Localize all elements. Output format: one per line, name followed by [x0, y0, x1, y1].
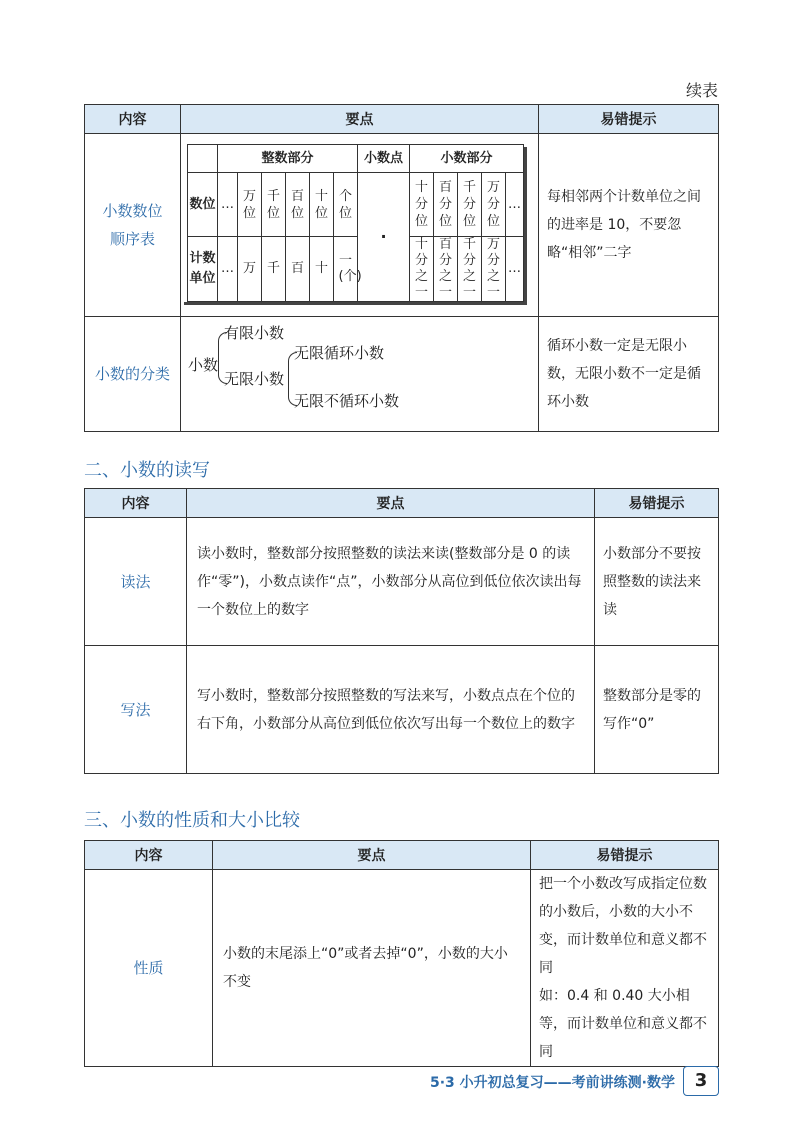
place-cell: 百分位 — [434, 173, 458, 237]
unit-cell: 百分之一 — [434, 237, 458, 302]
place-cell: 百位 — [286, 173, 310, 237]
ellipsis: … — [506, 173, 524, 237]
row-points: 写小数时，整数部分按照整数的写法来写，小数点点在个位的右下角，小数部分从高位到低位依次写出每一个数位上的数字 — [187, 646, 595, 774]
table-header-row — [85, 841, 719, 870]
row-points — [181, 134, 539, 317]
row-points — [181, 317, 539, 432]
table-row — [85, 317, 719, 432]
place-cell: 十位 — [310, 173, 334, 237]
row-points: 读小数时，整数部分按照整数的读法来读(整数部分是 0 的读作“零”)，小数点读作“点”，小数部分从高位到低位依次读出每一个数位上的数字 — [187, 518, 595, 646]
row-tip: 整数部分是零的写作“0” — [595, 646, 719, 774]
table-header-row — [85, 105, 719, 134]
property-table — [84, 840, 719, 1067]
ellipsis: … — [218, 173, 238, 237]
unit-cell: 千分之一 — [458, 237, 482, 302]
unit-cell: 万分之一 — [482, 237, 506, 302]
place-cell: 个位 — [334, 173, 358, 237]
header-points: 要点 — [181, 105, 539, 134]
unit-cell: 万 — [238, 237, 262, 302]
header-content: 内容 — [85, 841, 213, 870]
continued-label: 续表 — [685, 81, 718, 100]
header-tips: 易错提示 — [531, 841, 719, 870]
row-category: 写法 — [85, 646, 187, 774]
decimal-point-header: 小数点 — [358, 145, 410, 173]
classification-root: 小数 — [188, 356, 219, 374]
table-row — [85, 870, 719, 1067]
place-cell: 千位 — [262, 173, 286, 237]
classification-nonrepeating: 无限不循环小数 — [294, 392, 400, 410]
row-category: 性质 — [85, 870, 213, 1067]
tip-example: 如：0.4 和 0.40 大小相等，而计数单位和意义都不同 — [539, 988, 707, 1060]
section-title: 二、小数的读写 — [84, 460, 210, 481]
unit-cell: 百 — [286, 237, 310, 302]
row-points: 小数的末尾添上“0”或者去掉“0”，小数的大小不变 — [213, 870, 531, 1067]
table-row — [85, 134, 719, 317]
header-tips: 易错提示 — [595, 489, 719, 518]
place-value-chart — [181, 144, 524, 302]
row-tip — [531, 870, 719, 1067]
decimal-point-dot: · — [358, 173, 410, 302]
table-row — [85, 518, 719, 646]
unit-cell: 一(个) — [334, 237, 358, 302]
section-title: 三、小数的性质和大小比较 — [84, 810, 300, 831]
place-cell: 十分位 — [410, 173, 434, 237]
ellipsis: … — [218, 237, 238, 302]
page-number: 3 — [683, 1066, 719, 1096]
unit-cell: 十分之一 — [410, 237, 434, 302]
row-category: 读法 — [85, 518, 187, 646]
header-content: 内容 — [85, 105, 181, 134]
classification-repeating: 无限循环小数 — [294, 344, 385, 362]
row-tip: 小数部分不要按照整数的读法来读 — [595, 518, 719, 646]
header-points: 要点 — [213, 841, 531, 870]
read-write-table — [84, 488, 719, 774]
place-value-table — [84, 104, 719, 432]
classification-diagram — [182, 318, 537, 430]
header-points: 要点 — [187, 489, 595, 518]
unit-label: 计数 单位 — [188, 237, 218, 302]
place-label: 数位 — [188, 173, 218, 237]
classification-infinite: 无限小数 — [224, 370, 285, 388]
tip-text: 把一个小数改写成指定位数的小数后，小数的大小不变，而计数单位和意义都不同 — [539, 876, 707, 976]
place-cell: 万位 — [238, 173, 262, 237]
ellipsis: … — [506, 237, 524, 302]
classification-finite: 有限小数 — [224, 324, 285, 342]
integer-part-header: 整数部分 — [218, 145, 358, 173]
table-header-row — [85, 489, 719, 518]
place-cell: 千分位 — [458, 173, 482, 237]
row-category: 小数数位 顺序表 — [85, 134, 181, 317]
header-tips: 易错提示 — [539, 105, 719, 134]
unit-cell: 千 — [262, 237, 286, 302]
place-cell: 万分位 — [482, 173, 506, 237]
footer-text: 5·3 小升初总复习——考前讲练测·数学 — [430, 1075, 675, 1091]
table-row — [85, 646, 719, 774]
header-content: 内容 — [85, 489, 187, 518]
unit-cell: 十 — [310, 237, 334, 302]
decimal-part-header: 小数部分 — [410, 145, 524, 173]
row-category: 小数的分类 — [85, 317, 181, 432]
row-tip: 循环小数一定是无限小数，无限小数不一定是循环小数 — [539, 317, 719, 432]
row-tip: 每相邻两个计数单位之间的进率是 10，不要忽略“相邻”二字 — [539, 134, 719, 317]
